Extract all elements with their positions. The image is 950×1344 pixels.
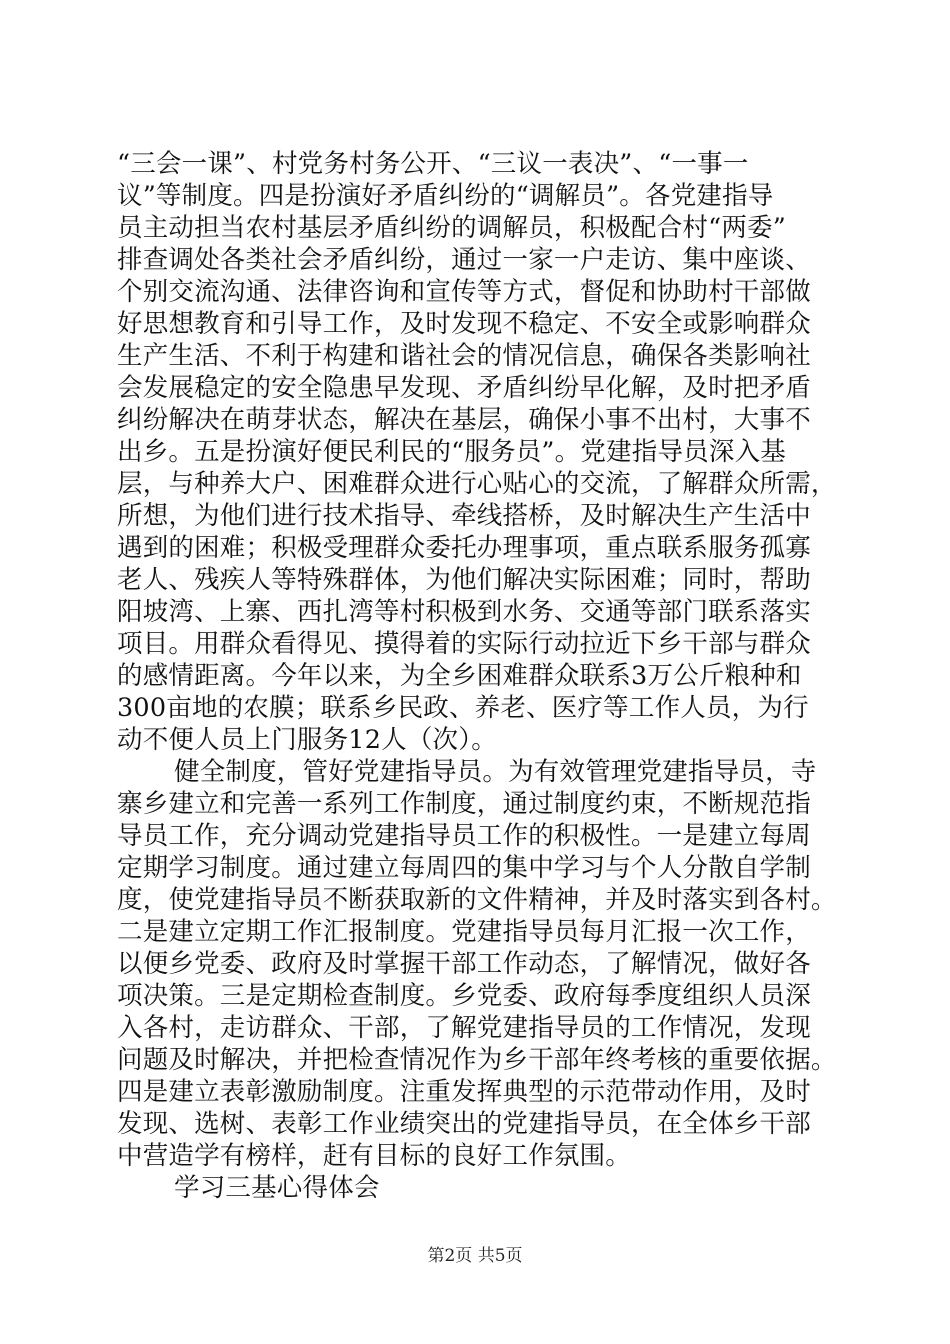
page-number-footer: 第2页 共5页 — [427, 1246, 523, 1266]
text-line: 的感情距离。今年以来，为全乡困难群众联系3万公斤粮种和 — [117, 661, 802, 691]
text-line: 老人、残疾人等特殊群体，为他们解决实际困难；同时，帮助 — [117, 565, 811, 595]
text-line: 层，与种养大户、困难群众进行心贴心的交流，了解群众所需， — [117, 469, 837, 499]
text-line: 遇到的困难；积极受理群众委托办理事项，重点联系服务孤寡 — [117, 533, 811, 563]
document-body — [117, 148, 857, 1204]
paragraph-start-line: 健全制度，管好党建指导员。为有效管理党建指导员，寺 — [174, 757, 817, 787]
section-heading: 学习三基心得体会 — [174, 1173, 380, 1203]
text-line: 入各村，走访群众、干部，了解党建指导员的工作情况，发现 — [117, 1013, 811, 1043]
text-line: 项目。用群众看得见、摸得着的实际行动拉近下乡干部与群众 — [117, 629, 811, 659]
text-line: 二是建立定期工作汇报制度。党建指导员每月汇报一次工作， — [117, 917, 811, 947]
text-line: 员主动担当农村基层矛盾纠纷的调解员，积极配合村“两委” — [117, 213, 786, 243]
text-line: 动不便人员上门服务12人（次）。 — [117, 725, 497, 755]
text-line: 以便乡党委、政府及时掌握干部工作动态，了解情况，做好各 — [117, 949, 811, 979]
text-line: 出乡。五是扮演好便民利民的“服务员”。党建指导员深入基 — [117, 437, 786, 467]
text-line: 阳坡湾、上寨、西扎湾等村积极到水务、交通等部门联系落实 — [117, 597, 811, 627]
text-line: 300亩地的农膜；联系乡民政、养老、医疗等工作人员，为行 — [117, 693, 809, 723]
text-line: 项决策。三是定期检查制度。乡党委、政府每季度组织人员深 — [117, 981, 811, 1011]
text-line: 发现、选树、表彰工作业绩突出的党建指导员，在全体乡干部 — [117, 1109, 811, 1139]
text-line: 中营造学有榜样，赶有目标的良好工作氛围。 — [117, 1141, 632, 1171]
text-line: 会发展稳定的安全隐患早发现、矛盾纠纷早化解，及时把矛盾 — [117, 373, 811, 403]
text-line: 度，使党建指导员不断获取新的文件精神，并及时落实到各村。 — [117, 885, 837, 915]
text-line: 议”等制度。四是扮演好矛盾纠纷的“调解员”。各党建指导 — [117, 181, 774, 211]
text-line: 导员工作，充分调动党建指导员工作的积极性。一是建立每周 — [117, 821, 811, 851]
text-line: 所想，为他们进行技术指导、牵线搭桥，及时解决生产生活中 — [117, 501, 811, 531]
text-line: 生产生活、不利于构建和谐社会的情况信息，确保各类影响社 — [117, 341, 811, 371]
text-line: 寨乡建立和完善一系列工作制度，通过制度约束，不断规范指 — [117, 789, 811, 819]
text-line: 问题及时解决，并把检查情况作为乡干部年终考核的重要依据。 — [117, 1045, 837, 1075]
text-line: 四是建立表彰激励制度。注重发挥典型的示范带动作用，及时 — [117, 1077, 811, 1107]
text-line: 纠纷解决在萌芽状态，解决在基层，确保小事不出村，大事不 — [117, 405, 811, 435]
text-line: 好思想教育和引导工作，及时发现不稳定、不安全或影响群众 — [117, 309, 811, 339]
text-line: 个别交流沟通、法律咨询和宣传等方式，督促和协助村干部做 — [117, 277, 811, 307]
text-line: 定期学习制度。通过建立每周四的集中学习与个人分散自学制 — [117, 853, 811, 883]
text-line: “三会一课”、村党务村务公开、“三议一表决”、“一事一 — [117, 149, 749, 179]
text-line: 排查调处各类社会矛盾纠纷，通过一家一户走访、集中座谈、 — [117, 245, 811, 275]
